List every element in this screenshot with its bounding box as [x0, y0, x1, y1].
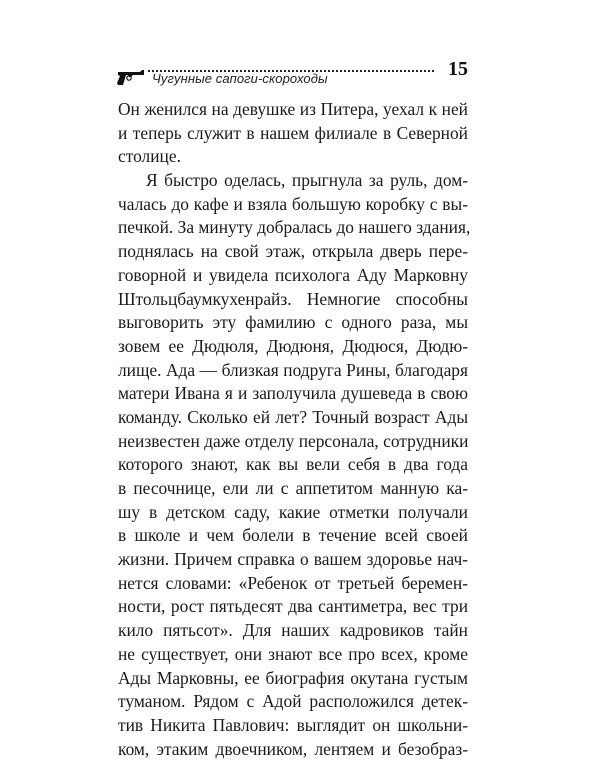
- text-line: в песочнице, ели ли с аппетитом манную ка-: [118, 478, 468, 498]
- text-line: неизвестен даже отделу персонала, сотрудники: [118, 430, 469, 451]
- text-line: говорной и увидела психолога Аду Марковну: [118, 264, 468, 285]
- text-line: лище. Ада — близкая подруга Рины, благодаря: [118, 359, 468, 380]
- text-line: поднялась на свой этаж, открыла дверь пере-: [118, 241, 468, 262]
- text-line: не существует, они знают все про всех, кроме: [118, 643, 468, 664]
- text-line: Ады Марковны, ее биография окутана густым: [118, 667, 468, 688]
- text-line: печкой. За минуту добралась до нашего здания,: [118, 217, 471, 238]
- text-line: столице.: [118, 146, 181, 167]
- text-line: тив Никита Павлович: выглядит он школьни-: [118, 714, 468, 735]
- text-line: и теперь служит в нашем филиале в Северной: [118, 122, 468, 143]
- text-line: зовем ее Дюдюля, Дюдюня, Дюдюся, Дюдю-: [118, 335, 468, 356]
- text-line: которого знают, как вы вели себя в два года: [118, 454, 468, 475]
- text-line: чалась до кафе и взяла большую коробку с вы-: [118, 193, 468, 214]
- running-title: Чугунные сапоги-скороходы: [152, 71, 328, 86]
- text-line: жизни. Причем справка о вашем здоровье нач-: [118, 549, 468, 570]
- text-line: кило пятьсот». Для наших кадровиков тайн: [118, 620, 468, 641]
- running-header: [116, 58, 468, 92]
- text-line: туманом. Рядом с Адой расположился детек-: [118, 691, 468, 712]
- text-line: Штольцбаумкухенрайз. Немногие способны: [118, 288, 468, 309]
- text-line: в школе и чем болели в течение всей своей: [118, 525, 468, 546]
- body-text: [118, 98, 471, 761]
- text-line: ности, рост пятьдесят два сантиметра, вес три: [118, 596, 468, 617]
- text-line: нется словами: «Ребенок от третьей беремен-: [118, 572, 468, 593]
- text-line: матери Ивана я и заполучила душеведа в свою: [118, 383, 468, 404]
- text-line: выговорить эту фамилию с одного раза, мы: [118, 312, 468, 333]
- revolver-icon: [116, 66, 146, 88]
- text-line: шу в детском саду, какие отметки получали: [118, 501, 468, 522]
- text-line: Я быстро оделась, прыгнула за руль, дом-: [146, 170, 468, 191]
- text-line: ком, этаким двоечником, лентяем и безобраз-: [118, 738, 468, 759]
- text-line: Он женился на девушке из Питера, уехал к ней: [118, 99, 468, 119]
- page-number: 15: [448, 58, 468, 80]
- text-line: команду. Сколько ей лет? Точный возраст Ады: [118, 406, 468, 427]
